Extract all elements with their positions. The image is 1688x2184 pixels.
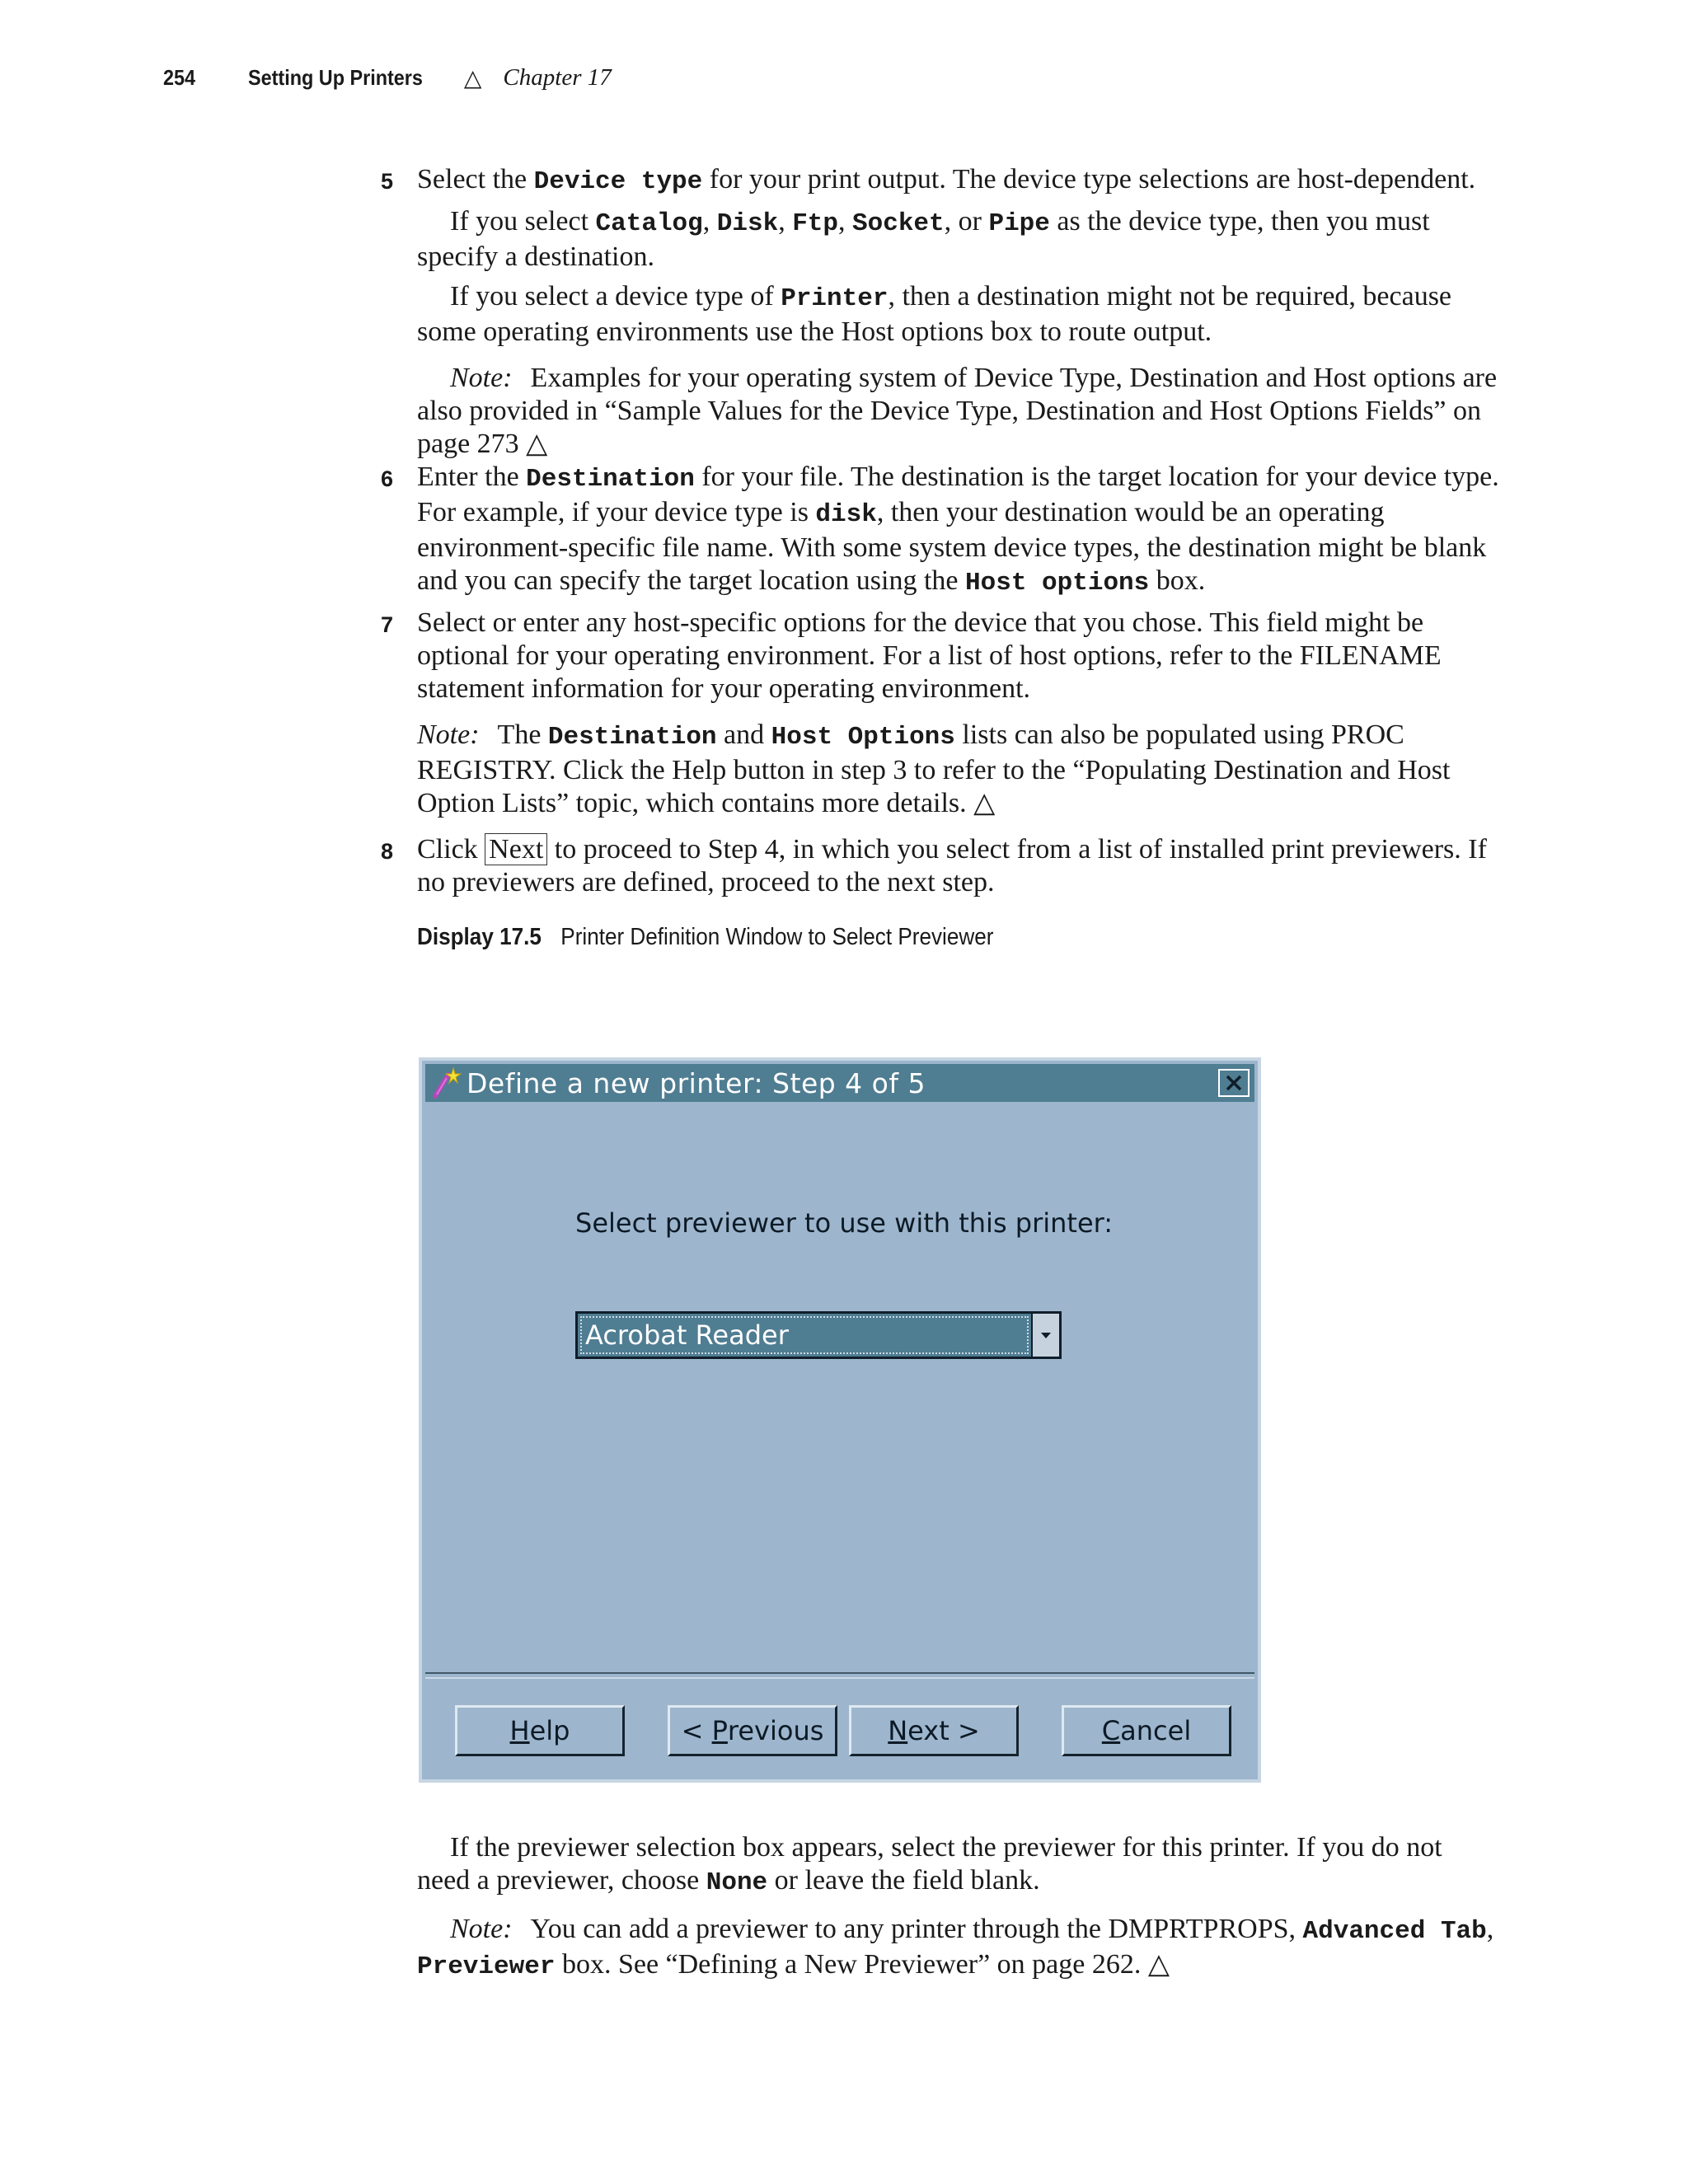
next-key-label: Next	[485, 833, 547, 865]
step-7	[381, 607, 1502, 705]
code-none: None	[706, 1868, 768, 1897]
caption-number: Display 17.5	[417, 924, 542, 950]
close-button[interactable]	[1218, 1069, 1250, 1097]
dialog-titlebar	[425, 1064, 1254, 1102]
text-run: to proceed to Step 4, in which you select from a list of installed print previewers. If no previewers are defined, proceed to the next step.	[417, 834, 1487, 898]
code-disk: disk	[815, 500, 877, 529]
text-run: Click	[417, 834, 485, 865]
body-text	[381, 163, 1502, 951]
define-printer-dialog	[419, 1057, 1261, 1783]
chapter-label: Chapter 17	[503, 63, 612, 91]
button-mnemonic: H	[509, 1715, 530, 1746]
button-text: ancel	[1120, 1715, 1192, 1746]
text-run: or leave the field blank.	[767, 1865, 1040, 1896]
code-catalog: Catalog	[595, 209, 703, 238]
button-mnemonic: P	[711, 1715, 728, 1746]
step-8	[381, 833, 1502, 899]
cancel-button[interactable]	[1062, 1705, 1231, 1756]
previous-button[interactable]	[668, 1705, 837, 1756]
page-number: 254	[163, 64, 196, 90]
step-5-detail-2	[381, 280, 1502, 349]
code-destination: Destination	[526, 465, 695, 494]
text-run: Select the	[417, 164, 534, 194]
text-run: ,	[702, 206, 717, 237]
note-label: Note:	[450, 1914, 513, 1944]
text-run: ,	[1486, 1914, 1494, 1944]
step-5-detail-1	[381, 205, 1502, 274]
step-5-note	[381, 362, 1502, 461]
close-icon	[1225, 1075, 1243, 1091]
text-run: The	[497, 719, 548, 750]
running-head	[163, 61, 612, 94]
code-printer: Printer	[781, 284, 889, 313]
step-number: 7	[381, 612, 394, 637]
button-text: <	[681, 1715, 712, 1746]
code-advanced-tab: Advanced Tab	[1302, 1917, 1487, 1946]
code-host-options: Host Options	[771, 723, 955, 752]
step-number: 8	[381, 839, 394, 864]
text-run: If you select a device type of	[450, 281, 781, 312]
text-run: If the previewer selection box appears, select the previewer for this printer. If you do not need a previewer, choose	[417, 1832, 1442, 1896]
step-6	[381, 461, 1502, 600]
code-device-type: Device type	[533, 167, 703, 196]
code-pipe: Pipe	[988, 209, 1050, 238]
code-disk: Disk	[716, 209, 779, 238]
button-text: ext >	[907, 1715, 980, 1746]
button-text: revious	[727, 1715, 824, 1746]
previewer-note	[381, 1913, 1502, 1984]
code-host-options: Host options	[965, 569, 1150, 598]
triangle-icon: △	[463, 64, 482, 91]
printer-wizard-icon	[430, 1066, 463, 1099]
step-5	[381, 163, 1502, 199]
previewer-select[interactable]	[575, 1311, 1062, 1359]
text-run: and	[716, 719, 771, 750]
dialog-separator	[425, 1672, 1254, 1679]
button-mnemonic: C	[1101, 1715, 1121, 1746]
running-title: Setting Up Printers	[248, 64, 424, 90]
step-7-note	[381, 719, 1502, 820]
dropdown-button[interactable]	[1031, 1314, 1059, 1357]
text-run: , then your destination would be an operating environment-specific file name. With some system device types, the destination might be blank and you can specify the target location using the	[417, 497, 1487, 596]
text-run: as the device type, then you must specify a destination.	[417, 206, 1430, 272]
body-text-after	[381, 1831, 1502, 1984]
code-socket: Socket	[852, 209, 945, 238]
code-ftp: Ftp	[792, 209, 839, 238]
button-text: elp	[529, 1715, 570, 1746]
text-run: lists can also be populated using PROC REGISTRY. Click the Help button in step 3 to refer to the “Populating Destination and Host Option Lists” topic, which contains more details. △	[417, 719, 1451, 818]
text-run: , or	[944, 206, 989, 237]
dialog-title: Define a new printer: Step 4 of 5	[467, 1066, 926, 1099]
text-run: box.	[1149, 565, 1206, 596]
text-run: for your print output. The device type selections are host-dependent.	[702, 164, 1476, 194]
text-run: Select or enter any host-specific options for the device that you chose. This field might be optional for your operating environment. For a list of host options, refer to the FILENAME statement information for your operating environment.	[417, 607, 1442, 704]
next-button[interactable]	[849, 1705, 1019, 1756]
help-button[interactable]	[455, 1705, 625, 1756]
text-run: ,	[778, 206, 793, 237]
note-label: Note:	[417, 719, 480, 750]
text-run: box. See “Defining a New Previewer” on page 262. △	[555, 1949, 1170, 1980]
text-run: If you select	[450, 206, 596, 237]
note-label: Note:	[450, 363, 513, 393]
display-caption	[417, 924, 1393, 951]
step-number: 6	[381, 466, 394, 491]
chevron-down-icon	[1040, 1331, 1052, 1339]
text-run: , then a destination might not be required, because some operating environments use the Host options box to route output.	[417, 281, 1452, 347]
text-run: Enter the	[417, 462, 527, 492]
text-run: You can add a previewer to any printer through the DMPRTPROPS,	[530, 1914, 1303, 1944]
note-text: Examples for your operating system of Device Type, Destination and Host options are also provided in “Sample Values for the Device Type, Destination and Host Options Fields” on page 273 △	[417, 363, 1498, 459]
button-mnemonic: N	[888, 1715, 908, 1746]
previewer-paragraph	[381, 1831, 1502, 1900]
previewer-prompt: Select previewer to use with this printer:	[575, 1207, 1114, 1239]
text-run: for your file. The destination is the target location for your device type. For example, if your device type is	[417, 462, 1499, 527]
previewer-select-value[interactable]: Acrobat Reader	[580, 1316, 1029, 1354]
caption-text: Printer Definition Window to Select Previewer	[560, 924, 994, 950]
code-destination: Destination	[547, 723, 717, 752]
step-number: 5	[381, 169, 394, 194]
text-run: ,	[838, 206, 853, 237]
code-previewer: Previewer	[417, 1952, 556, 1981]
